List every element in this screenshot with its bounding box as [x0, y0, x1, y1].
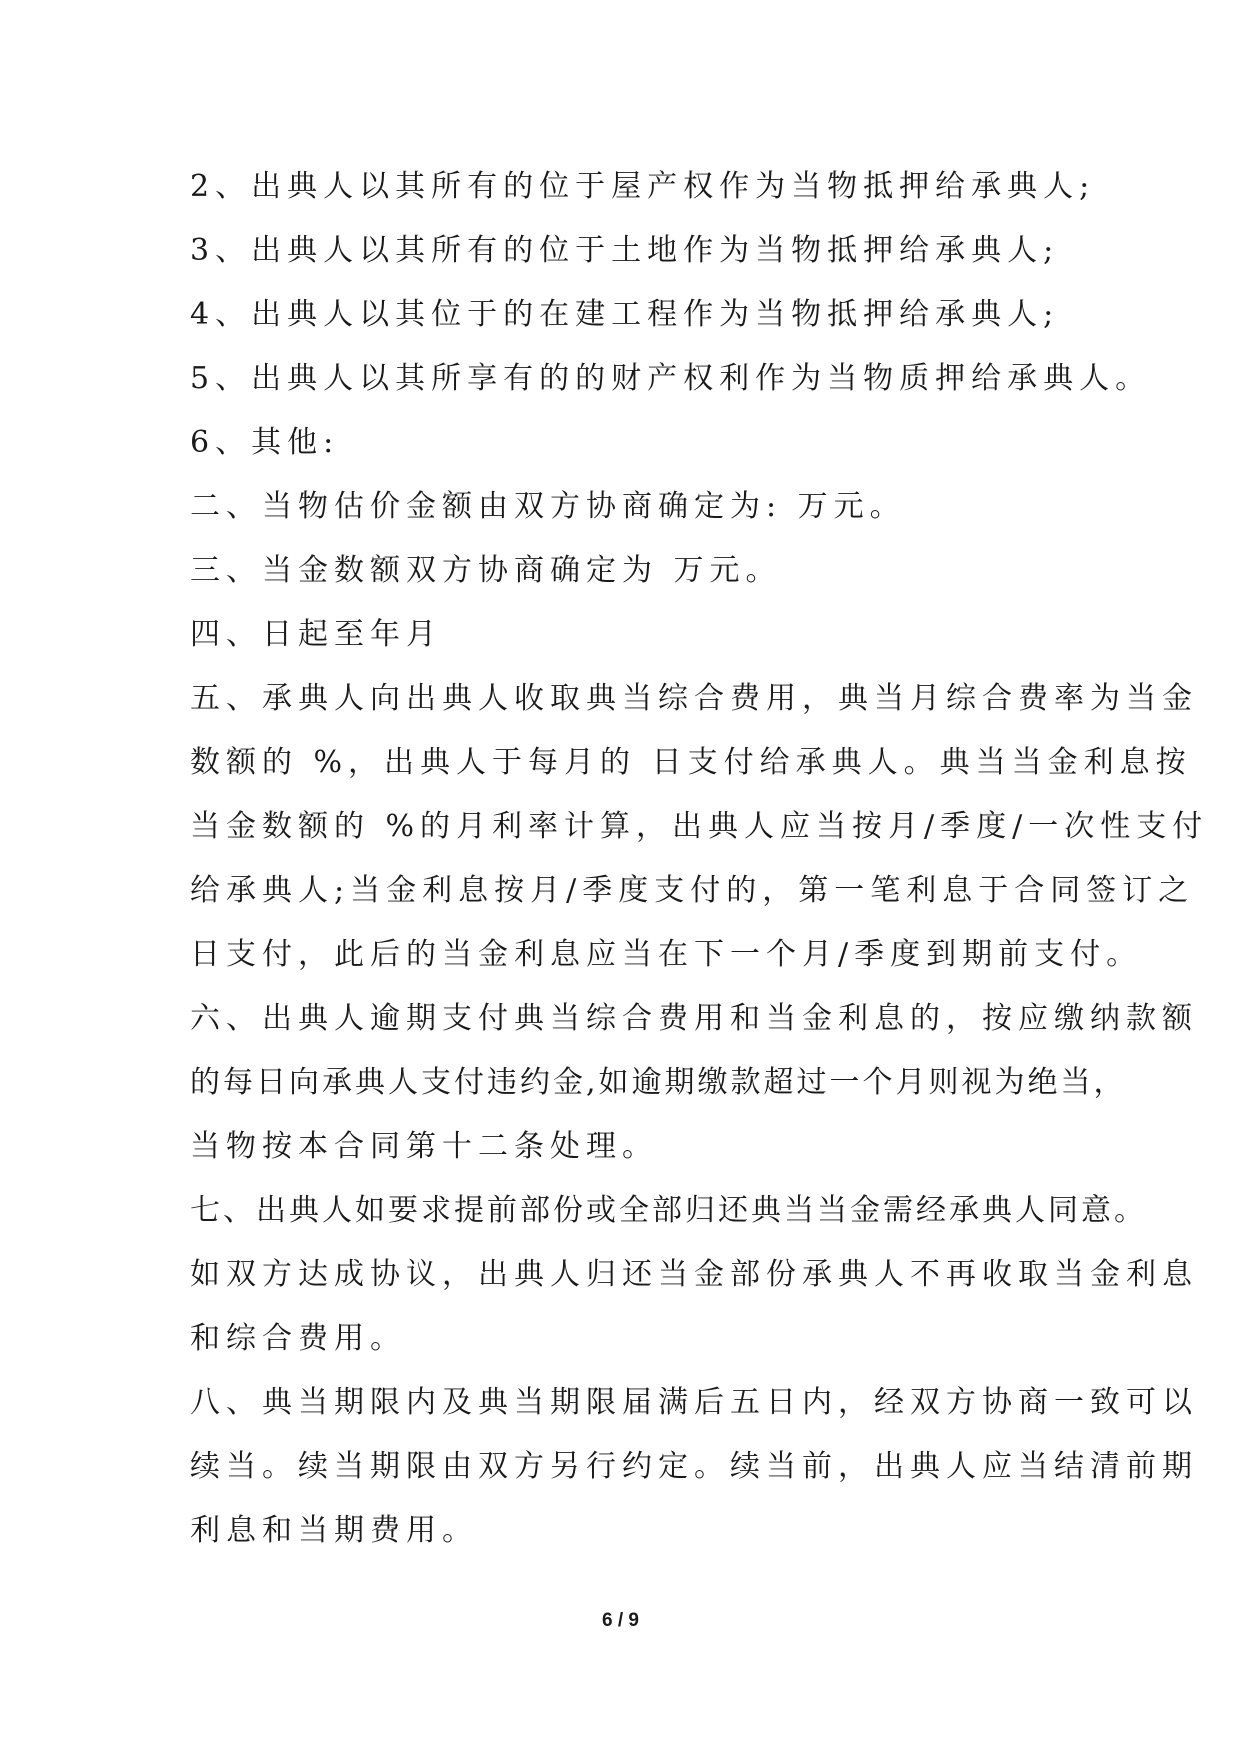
clause-line: 当物按本合同第十二条处理。	[190, 1129, 658, 1164]
clause-line: 三、当金数额双方协商确定为 万元。	[190, 553, 782, 588]
clause-line: 6、其他:	[190, 425, 340, 460]
clause-line: 当金数额的 %的月利率计算，出典人应当按月/季度/一次性支付	[190, 809, 1209, 844]
document-body	[190, 155, 1209, 1563]
clause-line: 七、出典人如要求提前部份或全部归还典当当金需经承典人同意。	[190, 1193, 1147, 1228]
clause-line: 续当。续当期限由双方另行约定。续当前，出典人应当结清前期	[190, 1449, 1198, 1484]
clause-line: 给承典人;当金利息按月/季度支付的，第一笔利息于合同签订之	[190, 873, 1195, 908]
clause-line: 的每日向承典人支付违约金,如逾期缴款超过一个月则视为绝当，	[190, 1065, 1127, 1100]
clause-line: 如双方达成协议，出典人归还当金部份承典人不再收取当金利息	[190, 1257, 1198, 1292]
page-number: 6 / 9	[602, 1610, 639, 1631]
clause-line: 二、当物估价金额由双方协商确定为: 万元。	[190, 489, 906, 524]
clause-line: 六、出典人逾期支付典当综合费用和当金利息的，按应缴纳款额	[190, 1001, 1198, 1036]
clause-line: 利息和当期费用。	[190, 1513, 478, 1548]
clause-line: 5、出典人以其所享有的的财产权利作为当物质押给承典人。	[190, 361, 1152, 396]
clause-line: 4、出典人以其位于的在建工程作为当物抵押给承典人;	[190, 297, 1060, 332]
clause-line: 2、出典人以其所有的位于屋产权作为当物抵押给承典人;	[190, 169, 1096, 204]
clause-line: 3、出典人以其所有的位于土地作为当物抵押给承典人;	[190, 233, 1060, 268]
clause-line: 五、承典人向出典人收取典当综合费用，典当月综合费率为当金	[190, 681, 1198, 716]
clause-line: 数额的 %，出典人于每月的 日支付给承典人。典当当金利息按	[190, 745, 1192, 780]
clause-line: 日支付，此后的当金利息应当在下一个月/季度到期前支付。	[190, 937, 1143, 972]
clause-line: 四、日起至年月	[190, 617, 442, 652]
clause-line: 八、典当期限内及典当期限届满后五日内，经双方协商一致可以	[190, 1385, 1198, 1420]
clause-line: 和综合费用。	[190, 1321, 406, 1356]
